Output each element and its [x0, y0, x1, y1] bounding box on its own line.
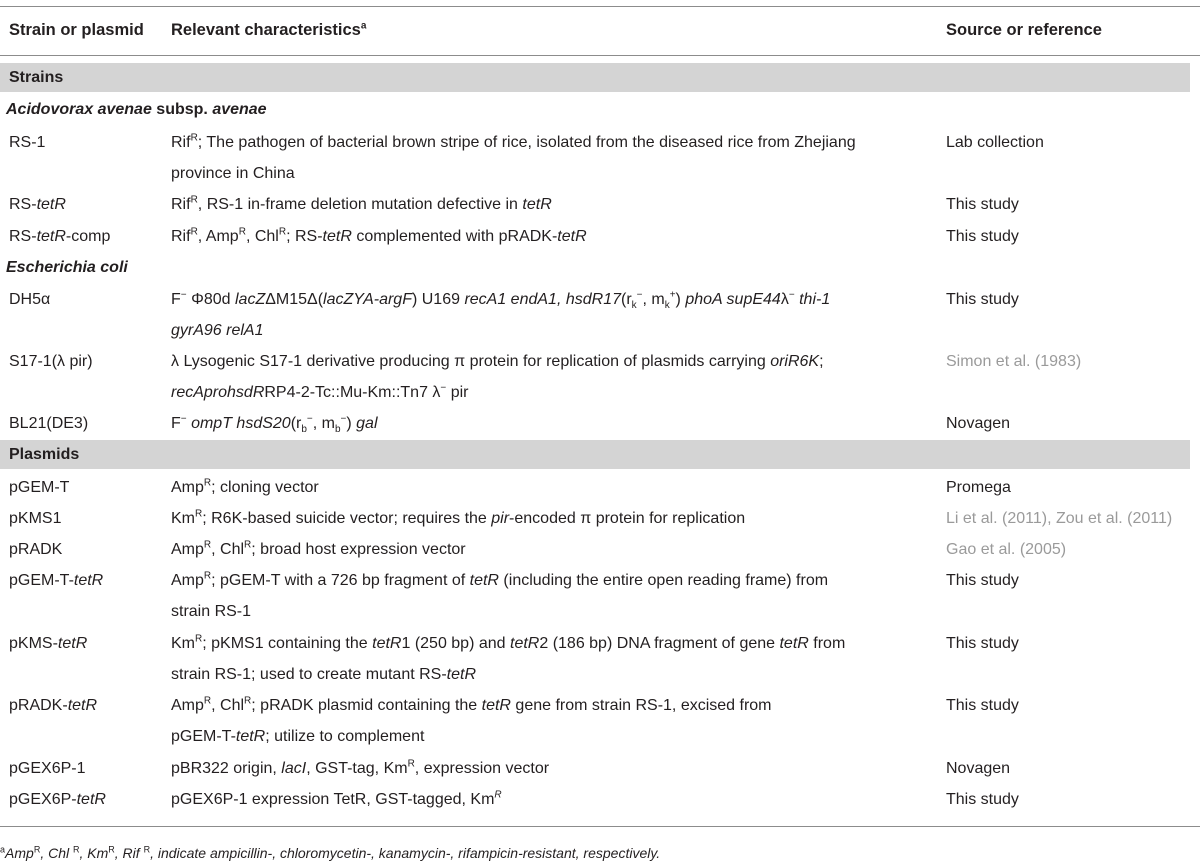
header-characteristics: Relevant characteristics$^a$ [171, 20, 367, 39]
row-name: RS-1 [9, 134, 46, 151]
row-source: Simon et al. (1983) [946, 353, 1082, 370]
row-name: pRADK [9, 541, 63, 558]
row-source: Promega [946, 479, 1011, 496]
row-characteristics: $Km^R$; R6K-based suicide vector; requires the pir-encoded π protein for replication [171, 508, 746, 527]
section-strains [0, 63, 1190, 92]
row-source: This study [946, 697, 1019, 714]
row-source: Li et al. (2011), Zou et al. (2011) [946, 510, 1173, 527]
section-plasmids [0, 440, 1190, 469]
row-name: S17-1(λ pir) [9, 353, 93, 370]
section-plasmids-label: Plasmids [9, 446, 80, 463]
row-characteristics: F− ompT $hsdS20(r_b^-$, $m_b^-$) gal [171, 413, 378, 436]
row-characteristics: Amp$^R$; cloning vector [171, 477, 319, 496]
table-footnote: $^a$Amp$^R$, Chl $^R$, $Km^R$, Rif $^R$, indicate ampicillin-, chloromycetin-, kanamycin-, rifampicin-resistant, respectively. [0, 844, 661, 861]
row-name: DH5α [9, 291, 51, 308]
row-source: This study [946, 196, 1019, 213]
group-acidovorax-label: Acidovorax avenae subsp. avenae [6, 101, 267, 118]
row-characteristics: Amp$^R$, Chl$^R$; pRADK plasmid containing the tetR gene from strain RS-1, excised from pGEM-T-tetR; utilize to complement [171, 695, 772, 745]
row-name: RS-tetR-comp [9, 228, 111, 245]
row-source: Novagen [946, 760, 1011, 777]
row-characteristics: Amp$^R$; pGEM-T with a 726 bp fragment of tetR (including the entire open reading frame) from strain RS-1 [171, 570, 829, 620]
row-name: pKMS-tetR [9, 635, 88, 652]
row-characteristics: Rif$^R$, RS-1 in-frame deletion mutation defective in tetR [171, 194, 552, 213]
row-source: This study [946, 572, 1019, 589]
table-top-rule [0, 6, 1200, 7]
row-name: BL21(DE3) [9, 415, 89, 432]
row-name: pKMS1 [9, 510, 62, 527]
header-rule [0, 55, 1200, 56]
header-source: Source or reference [946, 21, 1102, 39]
section-strains-label: Strains [9, 69, 64, 86]
row-name: pGEX6P-1 [9, 760, 86, 777]
row-name: pRADK-tetR [9, 697, 98, 714]
row-characteristics: Rif$^R$, Amp$^R$, Chl$^R$; RS-tetR complemented with pRADK-tetR [171, 226, 587, 245]
row-characteristics: Amp$^R$, Chl$^R$; broad host expression vector [171, 539, 466, 558]
row-source: Lab collection [946, 134, 1044, 151]
header-strain: Strain or plasmid [9, 21, 144, 39]
row-source: This study [946, 228, 1019, 245]
row-characteristics: pBR322 origin, lacI, GST-tag, $Km^R$, expression vector [171, 758, 550, 777]
row-source: This study [946, 791, 1019, 808]
row-name: pGEM-T [9, 479, 70, 496]
table-bottom-rule [0, 826, 1200, 827]
row-characteristics: pGEX6P-1 expression TetR, GST-tagged, $Km^R$ [171, 789, 502, 808]
row-characteristics: λ Lysogenic S17-1 derivative producing π protein for replication of plasmids carrying oriR6K; recAprohsdRRP4-2-Tc::Mu-Km::Tn7 λ− pir [171, 353, 824, 401]
row-characteristics: F− Φ80d lacZΔM15Δ(lacZYA-argF) U169 recA1 endA1, $hsdR17(r_k^-$, $m_k^+$) phoA supE44λ− thi-1 gyrA96 relA1 [171, 289, 831, 339]
row-source: Gao et al. (2005) [946, 541, 1067, 558]
row-source: This study [946, 635, 1019, 652]
row-source: Novagen [946, 415, 1011, 432]
row-characteristics: $Km^R$; pKMS1 containing the tetR1 (250 bp) and tetR2 (186 bp) DNA fragment of gene tetR from strain RS-1; used to create mutant RS-tetR [171, 633, 846, 683]
row-name: pGEM-T-tetR [9, 572, 104, 589]
row-name: pGEX6P-tetR [9, 791, 106, 808]
group-ecoli-label: Escherichia coli [6, 259, 128, 276]
row-characteristics: Rif$^R$; The pathogen of bacterial brown stripe of rice, isolated from the diseased rice from Zhejiang province in China [171, 132, 856, 182]
row-name: RS-tetR [9, 196, 66, 213]
row-source: This study [946, 291, 1019, 308]
